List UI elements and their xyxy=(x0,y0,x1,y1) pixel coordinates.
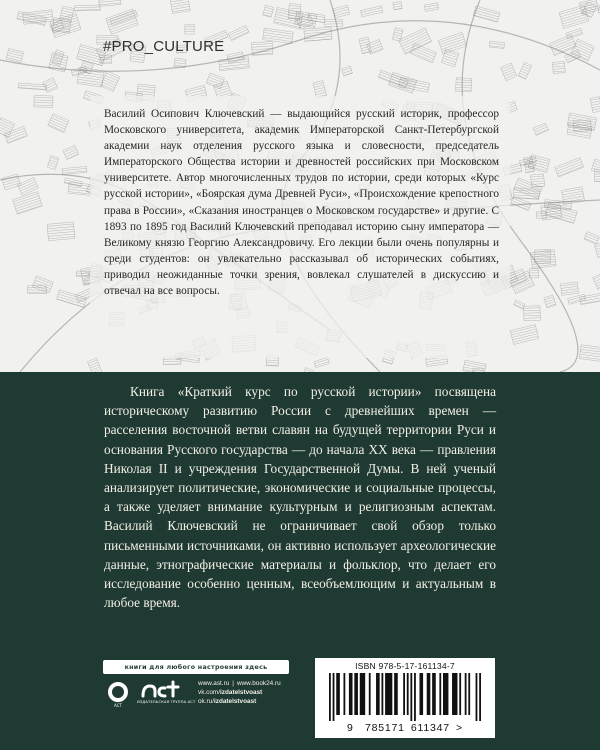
series-tag: #PRO_CULTURE xyxy=(103,38,225,55)
ast-circle-logo-icon xyxy=(104,680,132,708)
ean13-barcode-icon xyxy=(329,673,481,721)
ean-right-digits: 611347 xyxy=(410,722,450,734)
ok-link-handle: izdatelstvoast xyxy=(213,698,257,705)
ean-left-digits: 785171 xyxy=(364,722,405,734)
ean-lead-digit: 9 xyxy=(347,722,354,734)
svg-text:АСТ: АСТ xyxy=(114,703,122,708)
ean-tail-mark: > xyxy=(456,722,463,734)
ok-link[interactable] xyxy=(198,697,310,706)
vk-link-prefix: vk.com/ xyxy=(198,689,221,696)
site-link-ast[interactable]: www.ast.ru xyxy=(198,680,230,687)
ok-link-prefix: ok.ru/ xyxy=(198,698,214,705)
ast-brand-logo-icon xyxy=(140,678,184,700)
book-summary: Книга «Краткий курс по русской истории» посвящена историческому развитию России с древнейших времен — расселения восточной ветви славян на будущей территории Руси и основания Русского государства — до начала XX века — правления Николая II и учреждения Государственной Думы. В ней ученый анализирует политические, экономические и социальные процессы, а также уделяет внимание культурным и религиозным аспектам. Василий Ключевский не ограничивает свой обзор только письменными источниками, он активно использует археологические данные, этнографические материалы и фольклор, что делает его исследование особенно ценным, всеобъемлющим и актуальным в любое время. xyxy=(104,384,496,611)
links-divider: | xyxy=(232,680,234,687)
annotation-panel xyxy=(0,372,600,750)
map-background-area xyxy=(0,0,600,372)
barcode-bars xyxy=(329,673,481,721)
site-link-book24[interactable]: www.book24.ru xyxy=(236,680,281,687)
ean-digits xyxy=(315,722,495,734)
barcode-box xyxy=(315,658,495,738)
publisher-links xyxy=(198,679,310,706)
slogan-banner: книги для любого настроения здесь xyxy=(103,660,289,674)
vk-link-handle: izdatelstvoast xyxy=(220,689,263,696)
vk-link[interactable] xyxy=(198,688,310,697)
imprint-label: ИЗДАТЕЛЬСКАЯ ГРУППА АСТ xyxy=(137,700,196,704)
author-bio: Василий Осипович Ключевский — выдающийся русский историк, профессор Московского университета, академик Императорской Санкт-Петербургской академии наук отделения русского языка и словесности, председатель Императорского Общества истории и древностей российских при Московском университете. Автор многочисленных трудов по истории, среди которых «Курс русской истории», «Боярская дума Древней Руси», «Происхождение крепостного права в России», «Сказания иностранцев о Московском государстве» и другие. С 1893 по 1895 год Василий Ключевский преподавал историю сыну императора — Великому князю Георгию Александровичу. Его лекции были очень популярны и среди студентов: он увлекательно рассказывал об исторических событиях, приводил неожиданные точки зрения, вовлекал слушателей в дискуссию и отвечал на все вопросы. xyxy=(104,108,499,298)
isbn-number: ISBN 978-5-17-161134-7 xyxy=(355,661,455,671)
